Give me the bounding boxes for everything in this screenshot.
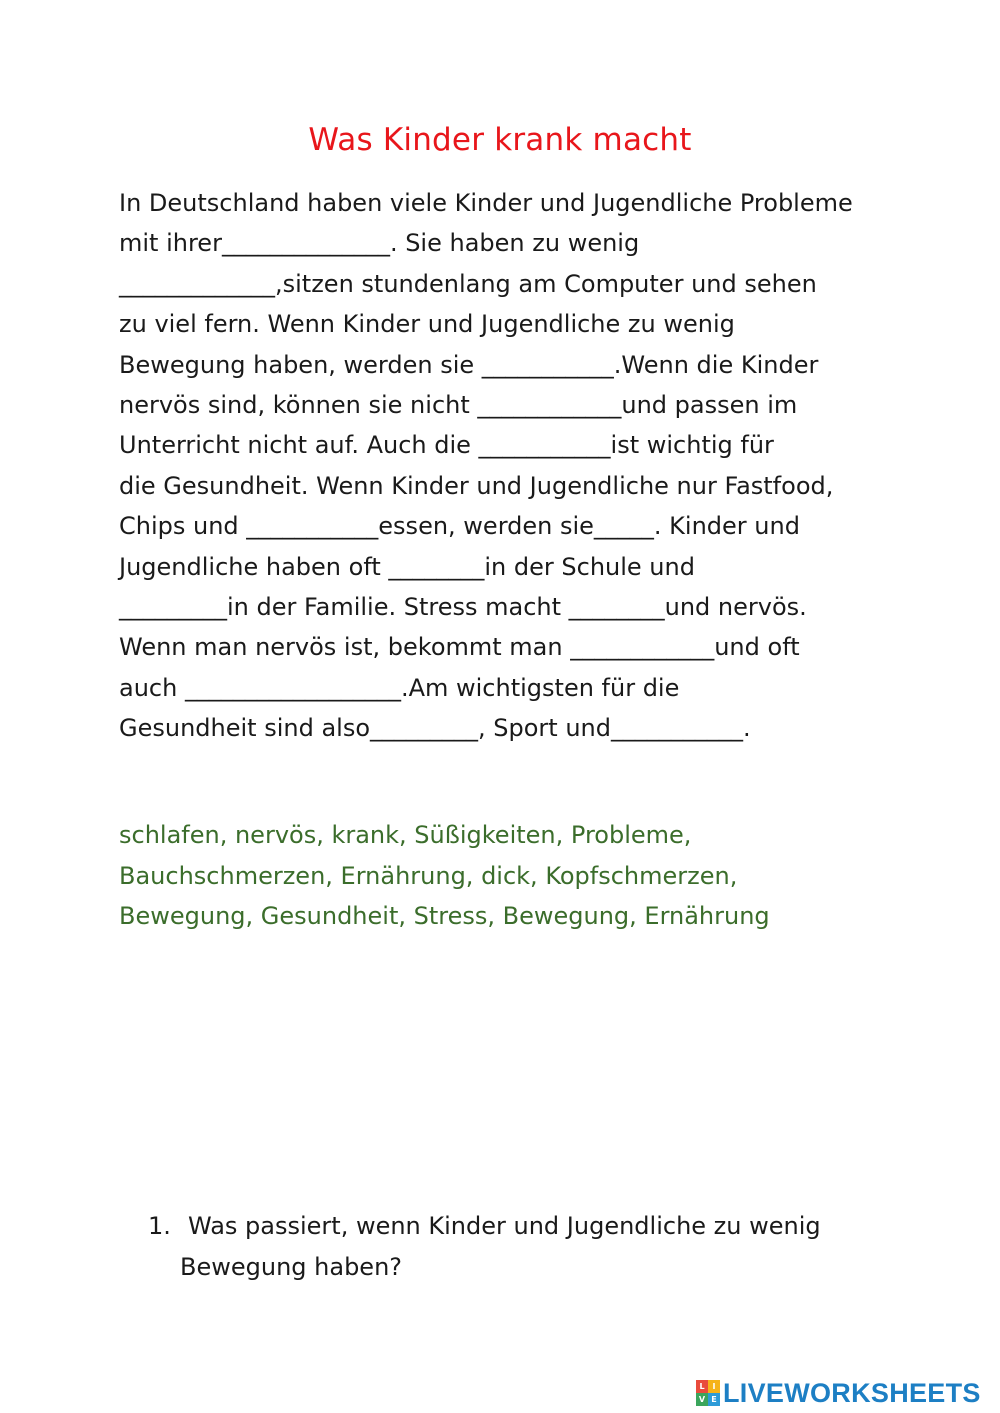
text-line: Wenn man nervös ist, bekommt man ____________und oft (119, 633, 800, 662)
text-line: Gesundheit sind also_________, Sport und___________. (119, 714, 751, 743)
question-number: 1. (148, 1212, 171, 1240)
text-line: Chips und ___________essen, werden sie_____. Kinder und (119, 512, 800, 541)
text-line: Jugendliche haben oft ________in der Schule und (119, 552, 695, 581)
logo-mark-icon (696, 1380, 720, 1406)
text-line: Unterricht nicht auf. Auch die ___________ist wichtig für (119, 431, 774, 460)
word-bank-line: Bewegung, Gesundheit, Stress, Bewegung, Ernährung (119, 902, 770, 930)
text-line: _____________,sitzen stundenlang am Computer und sehen (119, 269, 817, 298)
text-line: nervös sind, können sie nicht ____________und passen im (119, 390, 798, 419)
word-bank-line: schlafen, nervös, krank, Süßigkeiten, Probleme, (119, 821, 692, 849)
text-line: In Deutschland haben viele Kinder und Jugendliche Probleme (119, 189, 853, 217)
logo-text: LIVEWORKSHEETS (723, 1377, 981, 1408)
text-line: _________in der Familie. Stress macht ________und nervös. (119, 592, 807, 621)
cloze-text (119, 183, 919, 748)
page-title: Was Kinder krank macht (308, 122, 692, 158)
word-bank-line: Bauchschmerzen, Ernährung, dick, Kopfschmerzen, (119, 861, 738, 890)
text-line: zu viel fern. Wenn Kinder und Jugendliche zu wenig (119, 310, 735, 339)
text-line: Bewegung haben, werden sie ___________.Wenn die Kinder (119, 350, 819, 379)
question-line-continued: Bewegung haben? (180, 1253, 403, 1281)
logo-mark-letter: E (708, 1393, 720, 1406)
word-bank (119, 815, 919, 937)
question-text: Was passiert, wenn Kinder und Jugendliche zu wenig (188, 1212, 821, 1240)
logo-mark-letter: V (696, 1393, 708, 1406)
text-line: auch __________________.Am wichtigsten für die (119, 673, 680, 702)
text-line: mit ihrer______________. Sie haben zu wenig (119, 229, 640, 258)
question-line (148, 1206, 908, 1247)
logo-mark-letter: L (696, 1380, 708, 1393)
logo-mark-letter: I (708, 1380, 720, 1393)
text-line: die Gesundheit. Wenn Kinder und Jugendliche nur Fastfood, (119, 471, 834, 500)
question-1 (148, 1206, 908, 1288)
liveworksheets-logo[interactable] (696, 1377, 981, 1409)
